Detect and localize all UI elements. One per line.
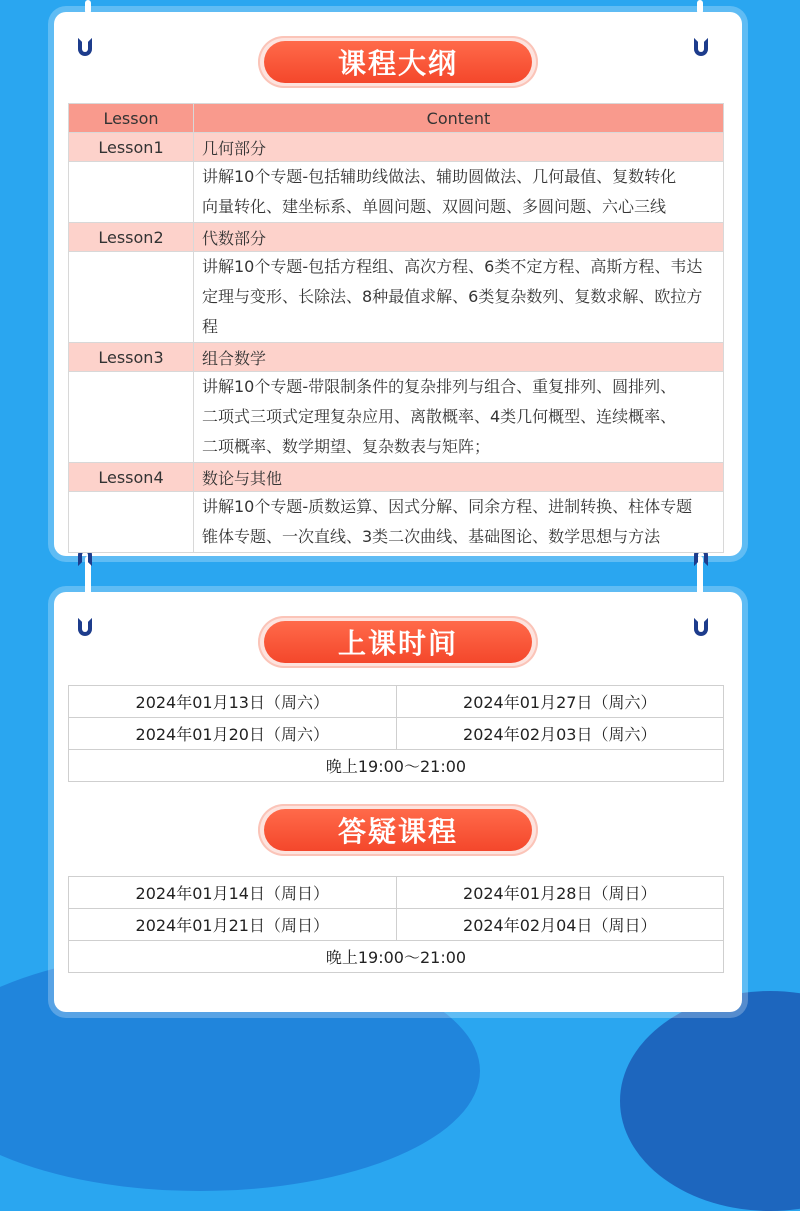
ring-icon [694, 38, 708, 56]
date-cell: 2024年01月20日（周六） [69, 718, 397, 750]
table-row [69, 750, 724, 782]
lesson-topic: 数论与其他 [194, 463, 724, 492]
table-row [69, 686, 724, 718]
qa-title-badge [258, 804, 538, 856]
table-header-row [69, 104, 724, 133]
table-row [69, 463, 724, 492]
date-cell: 2024年01月28日（周日） [396, 877, 724, 909]
table-row [69, 223, 724, 252]
date-cell: 2024年02月04日（周日） [396, 909, 724, 941]
class-time-table [68, 685, 724, 782]
date-cell: 2024年01月21日（周日） [69, 909, 397, 941]
date-cell: 2024年01月27日（周六） [396, 686, 724, 718]
date-cell: 2024年01月13日（周六） [69, 686, 397, 718]
time-cell: 晚上19:00～21:00 [69, 750, 724, 782]
table-row [69, 877, 724, 909]
lesson-detail: 讲解10个专题-包括辅助线做法、辅助圆做法、几何最值、复数转化 向量转化、建坐标系、单圆问题、双圆问题、多圆问题、六心三线 [194, 162, 724, 223]
syllabus-card [54, 12, 742, 556]
column-header-content: Content [194, 104, 724, 133]
table-row [69, 909, 724, 941]
section-title: 课程大纲 [264, 41, 532, 83]
table-row [69, 252, 724, 343]
syllabus-table [68, 103, 724, 553]
lesson-name: Lesson2 [69, 223, 194, 252]
lesson-detail: 讲解10个专题-质数运算、因式分解、同余方程、进制转换、柱体专题 锥体专题、一次直线、3类二次曲线、基础图论、数学思想与方法 [194, 492, 724, 553]
lesson-detail: 讲解10个专题-包括方程组、高次方程、6类不定方程、高斯方程、韦达 定理与变形、长除法、8种最值求解、6类复杂数列、复数求解、欧拉方程 [194, 252, 724, 343]
table-row [69, 343, 724, 372]
lesson-name: Lesson4 [69, 463, 194, 492]
section-title: 答疑课程 [264, 809, 532, 851]
table-row [69, 492, 724, 553]
lesson-topic: 几何部分 [194, 133, 724, 162]
date-cell: 2024年01月14日（周日） [69, 877, 397, 909]
time-cell: 晚上19:00～21:00 [69, 941, 724, 973]
section-title: 上课时间 [264, 621, 532, 663]
qa-table [68, 876, 724, 973]
table-row [69, 372, 724, 463]
column-header-lesson: Lesson [69, 104, 194, 133]
table-row [69, 162, 724, 223]
ring-icon [78, 618, 92, 636]
date-cell: 2024年02月03日（周六） [396, 718, 724, 750]
lesson-name: Lesson3 [69, 343, 194, 372]
table-row [69, 941, 724, 973]
lesson-name: Lesson1 [69, 133, 194, 162]
table-row [69, 133, 724, 162]
lesson-detail: 讲解10个专题-带限制条件的复杂排列与组合、重复排列、圆排列、 二项式三项式定理复杂应用、离散概率、4类几何概型、连续概率、 二项概率、数学期望、复杂数表与矩阵； [194, 372, 724, 463]
schedule-card [54, 592, 742, 1012]
background-wave-dark [620, 991, 800, 1211]
lesson-topic: 代数部分 [194, 223, 724, 252]
ring-icon [78, 38, 92, 56]
class-time-title-badge [258, 616, 538, 668]
syllabus-title-badge [258, 36, 538, 88]
table-row [69, 718, 724, 750]
ring-icon [694, 618, 708, 636]
lesson-topic: 组合数学 [194, 343, 724, 372]
